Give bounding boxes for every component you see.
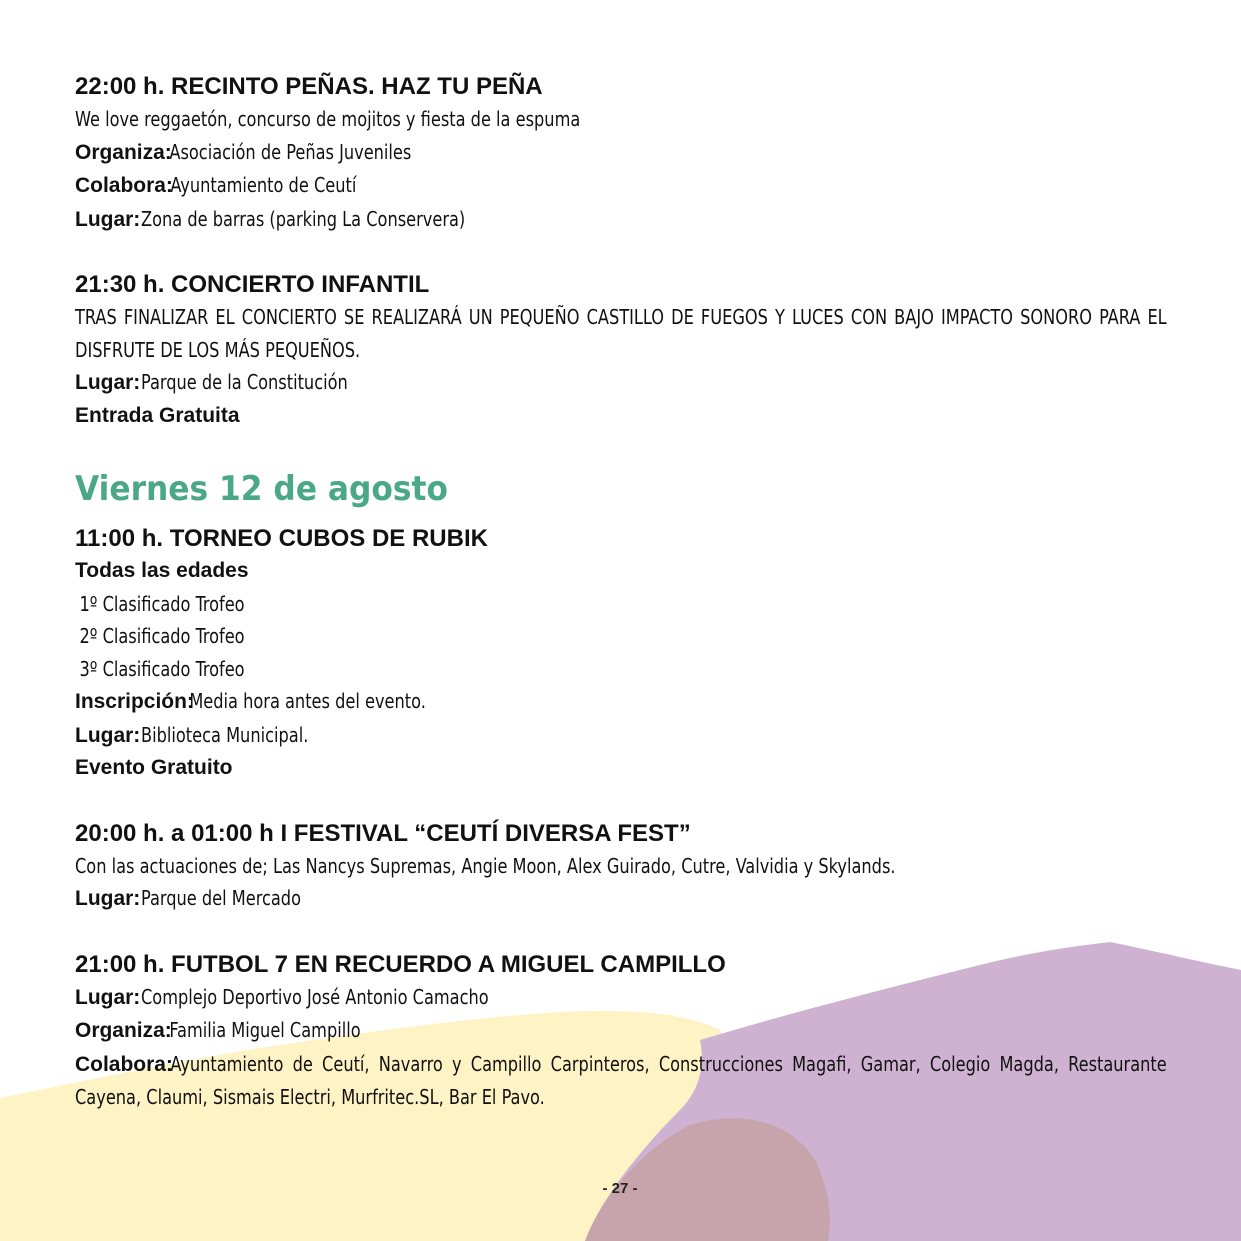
page-number: - 27 - — [602, 1180, 638, 1197]
organiza-value: Asociación de Peñas Juveniles — [169, 139, 412, 164]
lugar-value: Parque de la Constitución — [140, 370, 348, 394]
colabora-label: Colabora: — [75, 1052, 173, 1076]
event-title: 22:00 h. RECINTO PEÑAS. HAZ TU PEÑA — [75, 73, 543, 100]
event-colabora — [75, 169, 1058, 203]
event-inscripcion — [75, 685, 1058, 719]
lugar-label: Lugar: — [75, 723, 141, 747]
event-note: Entrada Gratuita — [75, 403, 240, 427]
organiza-value: Familia Miguel Campillo — [169, 1018, 361, 1042]
event-lugar — [75, 981, 1058, 1015]
event-title: 20:00 h. a 01:00 h I FESTIVAL “CEUTÍ DIVERSA FEST” — [75, 819, 691, 847]
prize-item: 1º Clasificado Trofeo — [79, 591, 245, 616]
lugar-value: Complejo Deportivo José Antonio Camacho — [140, 984, 489, 1009]
event-description: We love reggaetón, concurso de mojitos y fiesta de la espuma — [75, 107, 581, 131]
event-torneo-rubik — [75, 522, 1167, 785]
event-concierto-infantil — [75, 268, 1167, 432]
event-lugar — [75, 203, 1058, 237]
event-organiza — [75, 1014, 1058, 1048]
event-lugar — [75, 366, 1058, 400]
event-note: Evento Gratuito — [75, 756, 233, 779]
lugar-value: Zona de barras (parking La Conservera) — [140, 206, 466, 231]
event-futbol-7 — [75, 948, 1167, 1114]
event-subtitle: Todas las edades — [75, 559, 249, 582]
event-title: 21:00 h. FUTBOL 7 EN RECUERDO A MIGUEL CAMPILLO — [75, 950, 726, 978]
event-recinto-penas — [75, 70, 1167, 236]
event-ceuti-diversa-fest — [75, 817, 1167, 916]
program-content — [75, 70, 1167, 1146]
colabora-value: Ayuntamiento de Ceutí, Navarro y Campillo Carpinteros, Construcciones Magafi, Gamar, Colegio Magda, Restaurante Cayena, Claumi, Sismais Electri, Murfritec.SL, Bar El Pavo. — [75, 1051, 1167, 1109]
event-lugar — [75, 882, 1058, 916]
event-title: 11:00 h. TORNEO CUBOS DE RUBIK — [75, 525, 488, 552]
lugar-value: Parque del Mercado — [140, 886, 301, 910]
inscripcion-value: Media hora antes del evento. — [189, 689, 426, 713]
lugar-label: Lugar: — [75, 985, 141, 1009]
event-title: 21:30 h. CONCIERTO INFANTIL — [75, 271, 430, 298]
event-lugar — [75, 719, 1058, 753]
lugar-label: Lugar: — [75, 371, 141, 394]
lugar-value: Biblioteca Municipal. — [140, 722, 309, 747]
day-title: Viernes 12 de agosto — [75, 469, 448, 509]
lugar-label: Lugar: — [75, 207, 141, 231]
prize-item: 2º Clasificado Trofeo — [79, 624, 245, 648]
event-organiza — [75, 136, 1058, 170]
event-description: Con las actuaciones de; Las Nancys Supremas, Angie Moon, Alex Guirado, Cutre, Valvidia y Skylands. — [75, 853, 896, 878]
organiza-label: Organiza: — [75, 140, 172, 164]
colabora-label: Colabora: — [75, 174, 173, 197]
organiza-label: Organiza: — [75, 1019, 172, 1042]
lugar-label: Lugar: — [75, 887, 141, 910]
prize-item: 3º Clasificado Trofeo — [79, 656, 245, 681]
event-description: TRAS FINALIZAR EL CONCIERTO SE REALIZARÁ UN PEQUEÑO CASTILLO DE FUEGOS Y LUCES CON BAJO IMPACTO SONORO PARA EL DISFRUTE DE LOS MÁS PEQUEÑOS. — [75, 305, 1167, 362]
event-colabora — [75, 1048, 1167, 1114]
colabora-value: Ayuntamiento de Ceutí — [170, 173, 357, 197]
inscripcion-label: Inscripción: — [75, 690, 194, 713]
